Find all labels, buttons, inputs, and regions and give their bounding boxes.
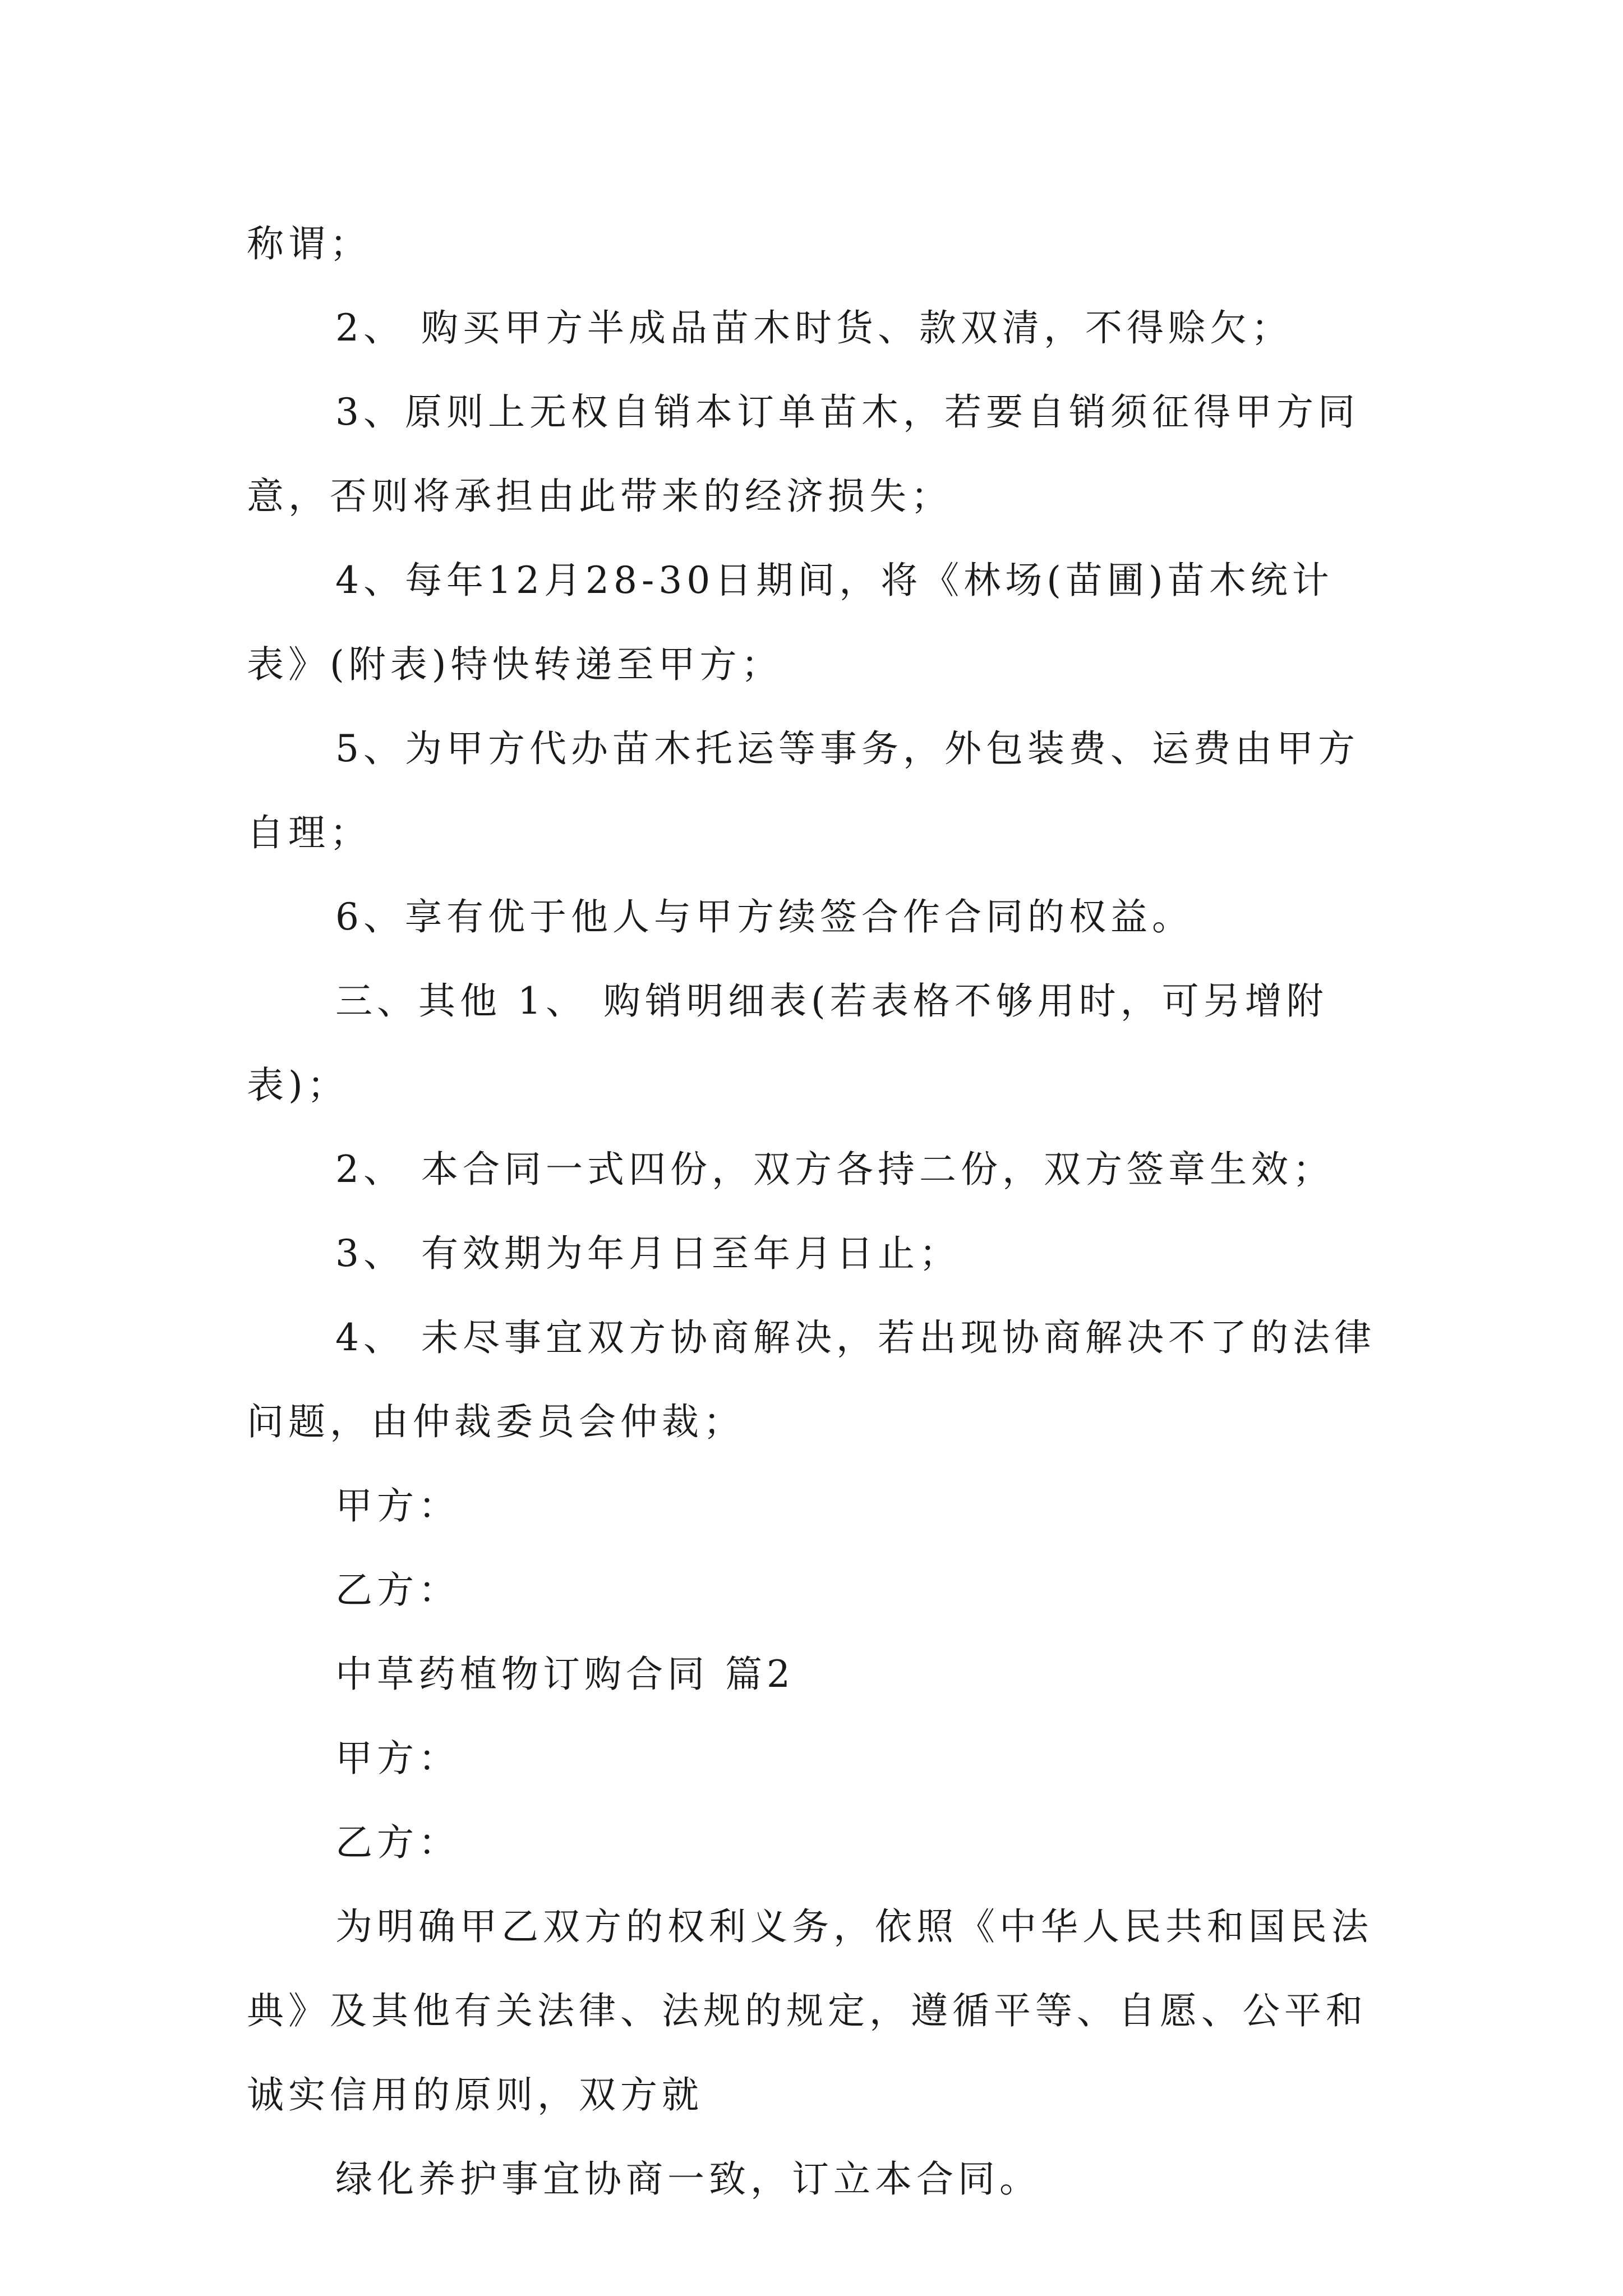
paragraph-agreement: 绿化养护事宜协商一致，订立本合同。 [335, 2157, 1041, 2201]
paragraph-other-3: 3、 有效期为年月日至年月日止； [335, 1232, 961, 1275]
party-a-label-2: 甲方： [335, 1737, 460, 1780]
contract-heading: 中草药植物订购合同 篇2 [335, 1653, 795, 1696]
document-body [247, 202, 1385, 2221]
paragraph-clause-6: 6、享有优于他人与甲方续签合作合同的权益。 [335, 895, 1193, 938]
paragraph-clause-5: 5、为甲方代办苗木托运等事务，外包装费、运费由甲方自理； [247, 727, 1359, 854]
party-a-label: 甲方： [335, 1484, 460, 1527]
paragraph-preamble: 为明确甲乙双方的权利义务，依照《中华人民共和国民法典》及其他有关法律、法规的规定，遵循平等、自愿、公平和诚实信用的原则，双方就 [247, 1905, 1373, 2116]
party-b-label: 乙方： [335, 1568, 460, 1612]
party-b-label-2: 乙方： [335, 1821, 460, 1864]
paragraph-other-2: 2、 本合同一式四份，双方各持二份，双方签章生效； [335, 1148, 1334, 1191]
paragraph-clause-3: 3、原则上无权自销本订单苗木，若要自销须征得甲方同意，否则将承担由此带来的经济损失； [247, 390, 1359, 518]
paragraph-section-other: 三、其他 1、 购销明细表(若表格不够用时，可另增附表)； [247, 979, 1328, 1107]
paragraph-salutation-end: 称谓； [247, 222, 371, 265]
paragraph-other-4: 4、 未尽事宜双方协商解决，若出现协商解决不了的法律问题，由仲裁委员会仲裁； [247, 1316, 1376, 1443]
paragraph-clause-4: 4、每年12月28-30日期间，将《林场(苗圃)苗木统计表》(附表)特快转递至甲方； [247, 559, 1334, 686]
paragraph-clause-2: 2、 购买甲方半成品苗木时货、款双清，不得赊欠； [335, 306, 1293, 349]
